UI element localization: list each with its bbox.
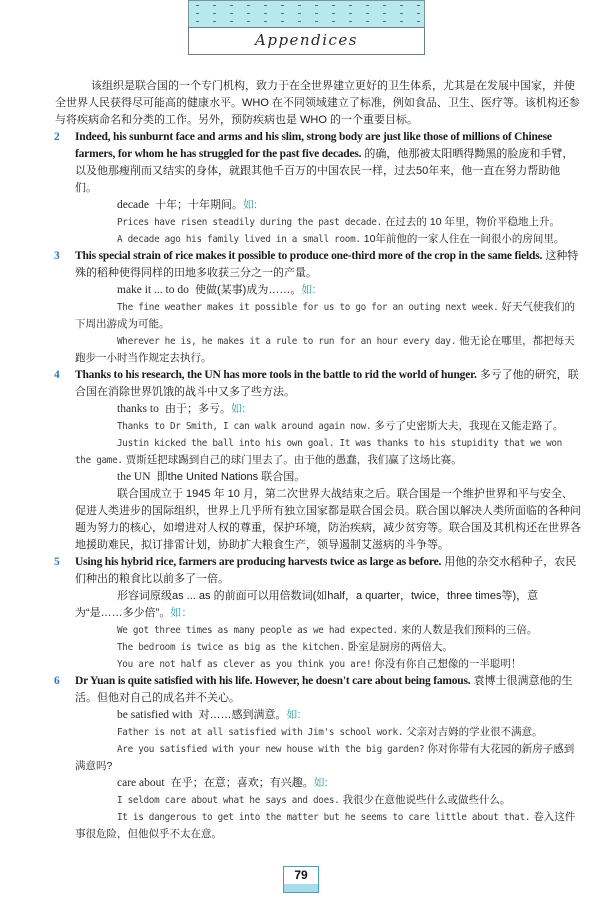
item-chinese-translation: 这种特殊的稻种使得同样的田地多收获三分之一的产量。: [75, 250, 579, 279]
example-chinese: 来的人数是我们预料的三倍。: [400, 624, 538, 636]
phrase-definition: 即the United Nations 联合国。: [156, 471, 306, 483]
item-number: 4: [54, 369, 60, 381]
item-number: 2: [54, 131, 60, 143]
phrase-term: the UN: [117, 471, 151, 483]
item-sentence: [75, 367, 582, 401]
phrase-term: care about: [117, 777, 165, 789]
example-line: [75, 231, 582, 248]
example-line: [75, 622, 582, 639]
phrase-line: [75, 775, 582, 792]
example-chinese: 贾斯廷把球踢到自己的球门里去了。由于他的愚蠢，我们赢了这场比赛。: [125, 454, 462, 466]
page-number-strip: [284, 884, 318, 892]
phrase-term: thanks to: [117, 403, 159, 415]
phrase-line: [75, 707, 582, 724]
item-number: 5: [54, 556, 60, 568]
example-line: [75, 639, 582, 656]
phrase-line: [75, 401, 582, 418]
item-sentence: [75, 554, 582, 588]
item-sentence: [75, 129, 582, 197]
example-line: [75, 299, 582, 333]
phrase-term: decade: [117, 199, 149, 211]
example-english: Are you satisfied with your new house with the big garden?: [117, 744, 425, 755]
example-chinese: 在过去的 10 年里，物价平稳地上升。: [384, 216, 560, 228]
item-chinese-translation: 袁博士很满意他的生活。但他对自己的成名并不关心。: [75, 675, 573, 704]
item-sentence: [75, 248, 582, 282]
item-chinese-translation: 用他的杂交水稻种子，农民们种出的粮食比以前多了一倍。: [75, 556, 577, 585]
content-items: [55, 129, 582, 843]
content-item: [55, 367, 582, 554]
phrase-definition: 由于；多亏。: [164, 403, 231, 415]
item-chinese-translation: 的确，他那被太阳晒得黝黑的脸庞和手臂，以及他那瘦削而又结实的身体，就跟其他千百万的中国农民一样，过去50年来，他一直在努力帮助他们。: [75, 148, 574, 194]
item-english-text: Dr Yuan is quite satisfied with his life. However, he doesn't care about being famous.: [75, 675, 471, 687]
example-english: It is dangerous to get into the matter but he seems to care little about that.: [117, 812, 531, 823]
page-number: 79: [284, 867, 318, 884]
example-marker: 如:: [301, 284, 316, 296]
example-line: [75, 656, 582, 673]
example-chinese: 他无论在哪里，都把每天跑步一小时当作规定去执行。: [75, 335, 575, 364]
example-english: I seldom care about what he says and does.: [117, 795, 340, 806]
content-item: [55, 129, 582, 248]
phrase-definition: 对……感到满意。: [198, 709, 287, 721]
example-chinese: 我很少在意他说些什么或做些什么。: [342, 794, 511, 806]
item-number: 6: [54, 675, 60, 687]
example-marker: 如：: [170, 607, 193, 619]
example-marker: 如:: [243, 199, 258, 211]
example-line: [75, 435, 582, 469]
example-chinese: 你对你带有大花园的新房子感到满意吗?: [75, 743, 575, 772]
page-number-box: [283, 866, 319, 893]
page-title: Appendices: [255, 31, 358, 49]
content-item: [55, 248, 582, 367]
grammar-note: 形容词原级as ... as 的前面可以用倍数词(如half，a quarter，twice，three times等)，意为“是……多少倍”。: [75, 590, 539, 619]
phrase-line: [75, 282, 582, 299]
example-line: [75, 809, 582, 843]
item-english-text: Using his hybrid rice, farmers are producing harvests twice as large as before.: [75, 556, 442, 568]
note-line: [75, 588, 582, 622]
example-chinese: 10年前他的一家人住在一间很小的房间里。: [363, 233, 565, 245]
example-english: The fine weather makes it possible for us to go for an outing next week.: [117, 302, 499, 313]
header-title-box: [188, 27, 425, 55]
page-content: [55, 78, 582, 843]
phrase-line: [75, 197, 582, 214]
phrase-definition: 十年；十年期间。: [155, 199, 244, 211]
example-line: [75, 741, 582, 775]
item-number: 3: [54, 250, 60, 262]
example-line: [75, 724, 582, 741]
example-chinese: 你没有你自己想像的一半聪明！: [374, 658, 522, 670]
explanation-paragraph: 联合国成立于 1945 年 10 月，第二次世界大战结束之后。联合国是一个维护世界和平与安全、促进人类进步的国际组织，世界上几乎所有独立国家都是联合国会员。联合国以解决人类所面临的各种问题为努力的核心，如增进对人权的尊重，保护环境，防治疾病，减少贫穷等。联合国及其机构还在世界各地援助难民，拟订排雷计划，协助扩大粮食生产，领导遏制艾滋病的斗争等。: [75, 488, 581, 551]
intro-paragraph: 该组织是联合国的一个专门机构，致力于在全世界建立更好的卫生体系，尤其是在发展中国家，并使全世界人民获得尽可能高的健康水平。WHO 在不同领域建立了标准，例如食品、卫生、医疗等。该机构还参与将疾病命名和分类的工作。另外，预防疾病也是 WHO 的一个重要目标。: [55, 80, 580, 126]
content-item: [55, 673, 582, 843]
example-line: [75, 214, 582, 231]
example-english: The bedroom is twice as big as the kitchen.: [117, 642, 345, 653]
example-english: Prices have risen steadily during the past decade.: [117, 217, 382, 228]
item-sentence: [75, 673, 582, 707]
example-chinese: 卷入这件事很危险，但他似乎不太在意。: [75, 811, 576, 840]
content-item: [55, 554, 582, 673]
phrase-definition: 使做(某事)成为……。: [195, 284, 302, 296]
item-chinese-translation: 多亏了他的研究，联合国在消除世界饥饿的战斗中又多了些方法。: [75, 369, 579, 398]
item-english-text: Indeed, his sunburnt face and arms and his slim, strong body are just like those of millions of Chinese farmers, for whom he has struggled for the past five decades.: [75, 131, 552, 160]
example-chinese: 卧室是厨房的两倍大。: [347, 641, 453, 653]
example-english: Wherever he is, he makes it a rule to run for an hour every day.: [117, 336, 457, 347]
header-decorative-image: [188, 0, 425, 27]
example-chinese: 多亏了史密斯大夫，我现在又能走路了。: [374, 420, 564, 432]
example-marker: 如:: [286, 709, 301, 721]
phrase-term: make it ... to do: [117, 284, 189, 296]
example-english: Thanks to Dr Smith, I can walk around again now.: [117, 421, 372, 432]
item-english-text: Thanks to his research, the UN has more tools in the battle to rid the world of hunger.: [75, 369, 477, 381]
page-header: [188, 0, 425, 55]
example-english: Father is not at all satisfied with Jim's school work.: [117, 727, 404, 738]
example-english: You are not half as clever as you think you are!: [117, 659, 372, 670]
example-line: [75, 418, 582, 435]
item-english-text: This special strain of rice makes it possible to produce one-third more of the crop in the same fields.: [75, 250, 543, 262]
example-marker: 如:: [230, 403, 246, 415]
example-chinese: 好天气使我们的下周出游成为可能。: [75, 301, 575, 330]
phrase-line: [75, 469, 582, 486]
example-english: Justin kicked the ball into his own goal. It was thanks to his stupidity that we won the game.: [75, 438, 562, 466]
phrase-definition: 在乎；在意；喜欢；有兴趣。: [170, 777, 314, 789]
example-english: A decade ago his family lived in a small room.: [117, 234, 361, 245]
example-chinese: 父亲对吉姆的学业很不满意。: [406, 726, 543, 738]
example-marker: 如:: [313, 777, 328, 789]
phrase-term: be satisfied with: [117, 709, 193, 721]
example-english: We got three times as many people as we had expected.: [117, 625, 398, 636]
example-line: [75, 792, 582, 809]
example-line: [75, 333, 582, 367]
